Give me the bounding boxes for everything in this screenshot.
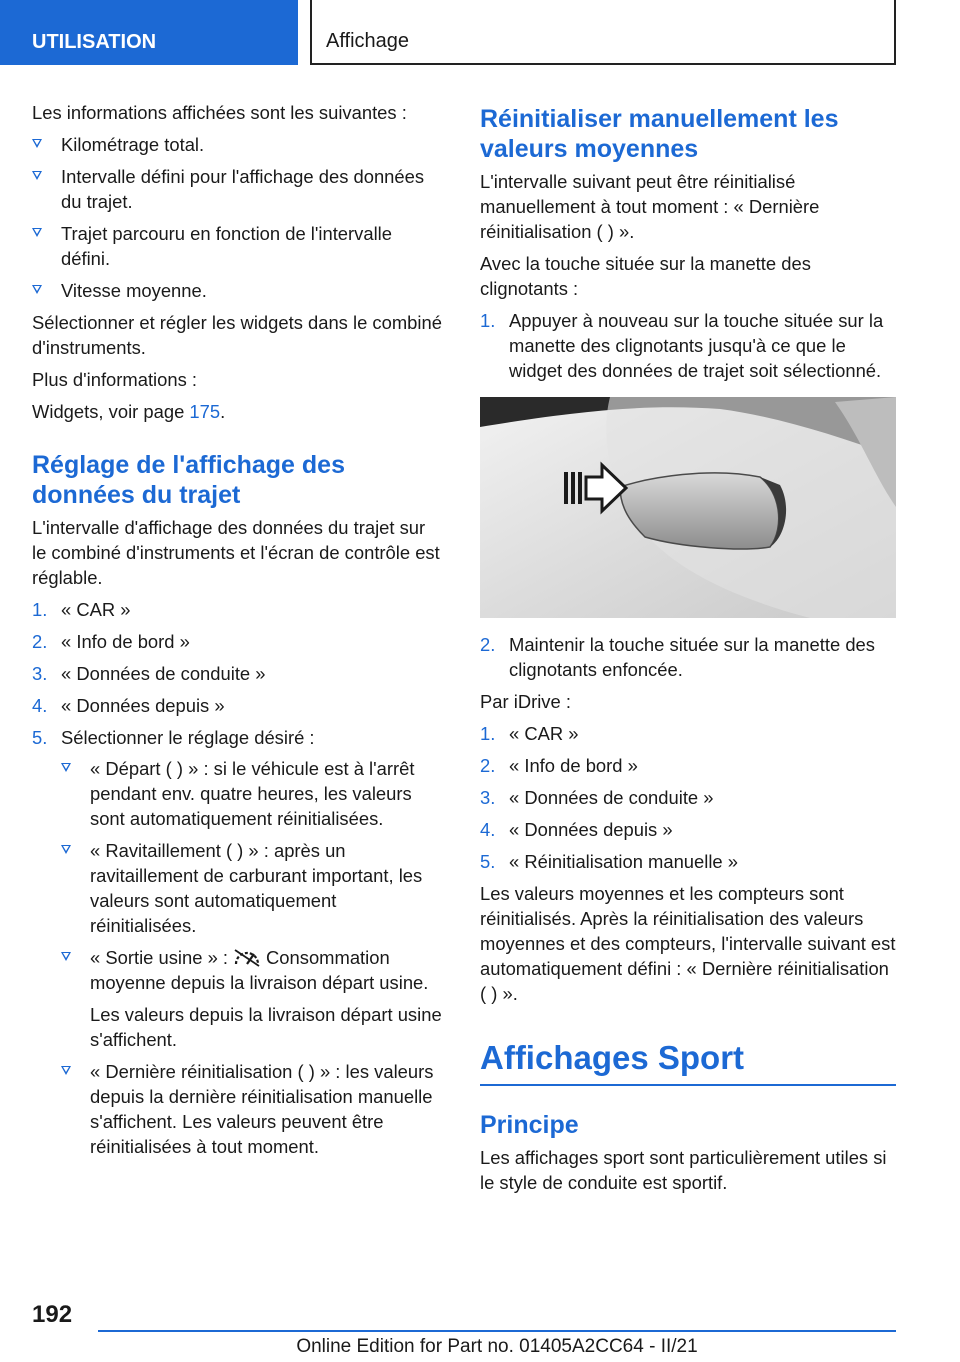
step-number: 2.	[480, 755, 496, 776]
trip-interval-paragraph: L'intervalle d'affichage des données du trajet sur le combiné d'instruments et l'écran de contrôle est réglable.	[32, 517, 440, 588]
list-item-text: Intervalle défini pour l'affichage des données du trajet.	[61, 166, 425, 212]
page-reference	[32, 399, 444, 424]
section-heading-trip-data: Réglage de l'affichage des données du trajet	[32, 451, 345, 509]
list-item	[480, 785, 896, 810]
list-item	[32, 132, 444, 157]
idrive-label: Par iDrive :	[480, 691, 571, 712]
list-item	[32, 278, 444, 303]
step-text: « Info de bord »	[61, 631, 190, 652]
page-link[interactable]: 175	[189, 401, 221, 422]
step-number: 3.	[32, 663, 48, 684]
left-column	[32, 100, 444, 1166]
step-number: 1.	[480, 723, 496, 744]
section-heading-reset: Réinitialiser manuellement les valeurs moyennes	[480, 105, 839, 163]
step-number: 1.	[480, 310, 496, 331]
footer-edition-text: Online Edition for Part no. 01405A2CC64 - II/21	[296, 1336, 698, 1357]
step-number: 3.	[480, 787, 496, 808]
step-text: « CAR »	[61, 599, 131, 620]
step-text: Appuyer à nouveau sur la touche située sur la manette des clignotants jusqu'à ce que le widget des données de trajet soit sélectionné.	[509, 310, 884, 381]
turn-signal-stalk-illustration	[480, 397, 896, 618]
reference-text: Widgets, voir page	[32, 401, 190, 422]
step-text: « Données depuis »	[61, 695, 225, 716]
step-text: « Données de conduite »	[509, 787, 714, 808]
step-number: 4.	[480, 819, 496, 840]
step-text: Maintenir la touche située sur la manette des clignotants enfoncée.	[509, 634, 875, 680]
list-item	[32, 725, 444, 1159]
option-text: « Dernière réinitialisation ( ) » : les valeurs depuis la dernière réinitialisation manuelle s'affichent. Les valeurs peuvent être réinitialisées à tout moment.	[90, 1061, 434, 1157]
more-info-label: Plus d'informations :	[32, 369, 198, 390]
footer-divider	[98, 1330, 896, 1332]
list-item	[32, 164, 444, 214]
list-item	[61, 1059, 444, 1159]
intro-text: Les informations affichées sont les suivantes :	[32, 102, 407, 123]
triangle-bullet-icon	[32, 285, 42, 294]
list-item	[480, 753, 896, 778]
step-number: 2.	[32, 631, 48, 652]
reference-end: .	[220, 401, 226, 422]
list-item	[480, 308, 896, 383]
list-item	[32, 221, 444, 271]
list-item	[61, 945, 444, 1052]
chapter-heading-wrap	[480, 1038, 896, 1086]
chapter-heading-sport-displays: Affichages Sport	[480, 1039, 745, 1076]
step-text: « Données de conduite »	[61, 663, 266, 684]
list-item	[480, 849, 896, 874]
steps-list	[32, 597, 444, 1159]
step-number: 4.	[32, 695, 48, 716]
list-item-text: Vitesse moyenne.	[61, 280, 207, 301]
list-item-text: Trajet parcouru en fonction de l'intervalle défini.	[61, 223, 392, 269]
header-section-tab: UTILISATION	[0, 0, 298, 65]
idrive-steps-list	[480, 721, 896, 874]
list-item	[61, 838, 444, 938]
step-text: « Info de bord »	[509, 755, 638, 776]
list-item	[480, 632, 896, 682]
section-heading-principle: Principe	[480, 1111, 579, 1139]
step-text: « Données depuis »	[509, 819, 673, 840]
option-text: « Départ ( ) » : si le véhicule est à l'arrêt pendant env. quatre heures, les valeurs sont automatiquement réinitialisées.	[90, 758, 415, 829]
option-text: « Sortie usine » :	[90, 947, 229, 968]
setting-options-list	[61, 756, 444, 1159]
triangle-bullet-icon	[61, 763, 71, 772]
stalk-drawing	[480, 397, 896, 618]
step-text: « Réinitialisation manuelle »	[509, 851, 738, 872]
option-text: « Ravitaillement ( ) » : après un ravitaillement de carburant important, les valeurs sont automatiquement réinitialisées.	[90, 840, 423, 936]
list-item	[32, 629, 444, 654]
list-item	[32, 693, 444, 718]
step-number: 2.	[480, 634, 496, 655]
triangle-bullet-icon	[61, 845, 71, 854]
eco-consumption-icon	[232, 947, 262, 967]
list-item-text: Kilométrage total.	[61, 134, 205, 155]
steps-list	[480, 632, 896, 682]
step-number: 1.	[32, 599, 48, 620]
info-bullet-list	[32, 132, 444, 303]
step-text: Sélectionner le réglage désiré :	[61, 727, 315, 748]
option-note: Les valeurs depuis la livraison départ usine s'affichent.	[90, 1004, 442, 1050]
option-text: Consommation moyenne depuis la livraison départ usine.	[90, 947, 429, 993]
list-item	[32, 597, 444, 622]
right-column	[480, 100, 896, 1202]
list-item	[32, 661, 444, 686]
triangle-bullet-icon	[61, 1066, 71, 1075]
triangle-bullet-icon	[61, 952, 71, 961]
header-chapter-title: Affichage	[310, 0, 896, 65]
list-item	[61, 756, 444, 831]
triangle-bullet-icon	[32, 228, 42, 237]
triangle-bullet-icon	[32, 139, 42, 148]
principle-paragraph: Les affichages sport sont particulièrement utiles si le style de conduite est sportif.	[480, 1147, 887, 1193]
reset-paragraph: L'intervalle suivant peut être réinitialisé manuellement à tout moment : « Dernière réinitialisation ( ) ».	[480, 171, 820, 242]
steps-list	[480, 308, 896, 383]
step-text: « CAR »	[509, 723, 579, 744]
page-number: 192	[32, 1301, 73, 1328]
step-number: 5.	[480, 851, 496, 872]
list-item	[480, 817, 896, 842]
reset-result-paragraph: Les valeurs moyennes et les compteurs sont réinitialisés. Après la réinitialisation des valeurs moyennes et des compteurs, l'intervalle suivant est automatiquement défini : « Dernière réinitialisation ( ) ».	[480, 883, 896, 1004]
step-number: 5.	[32, 727, 48, 748]
widgets-paragraph: Sélectionner et régler les widgets dans le combiné d'instruments.	[32, 312, 442, 358]
turn-signal-paragraph: Avec la touche située sur la manette des clignotants :	[480, 253, 811, 299]
triangle-bullet-icon	[32, 171, 42, 180]
list-item	[480, 721, 896, 746]
